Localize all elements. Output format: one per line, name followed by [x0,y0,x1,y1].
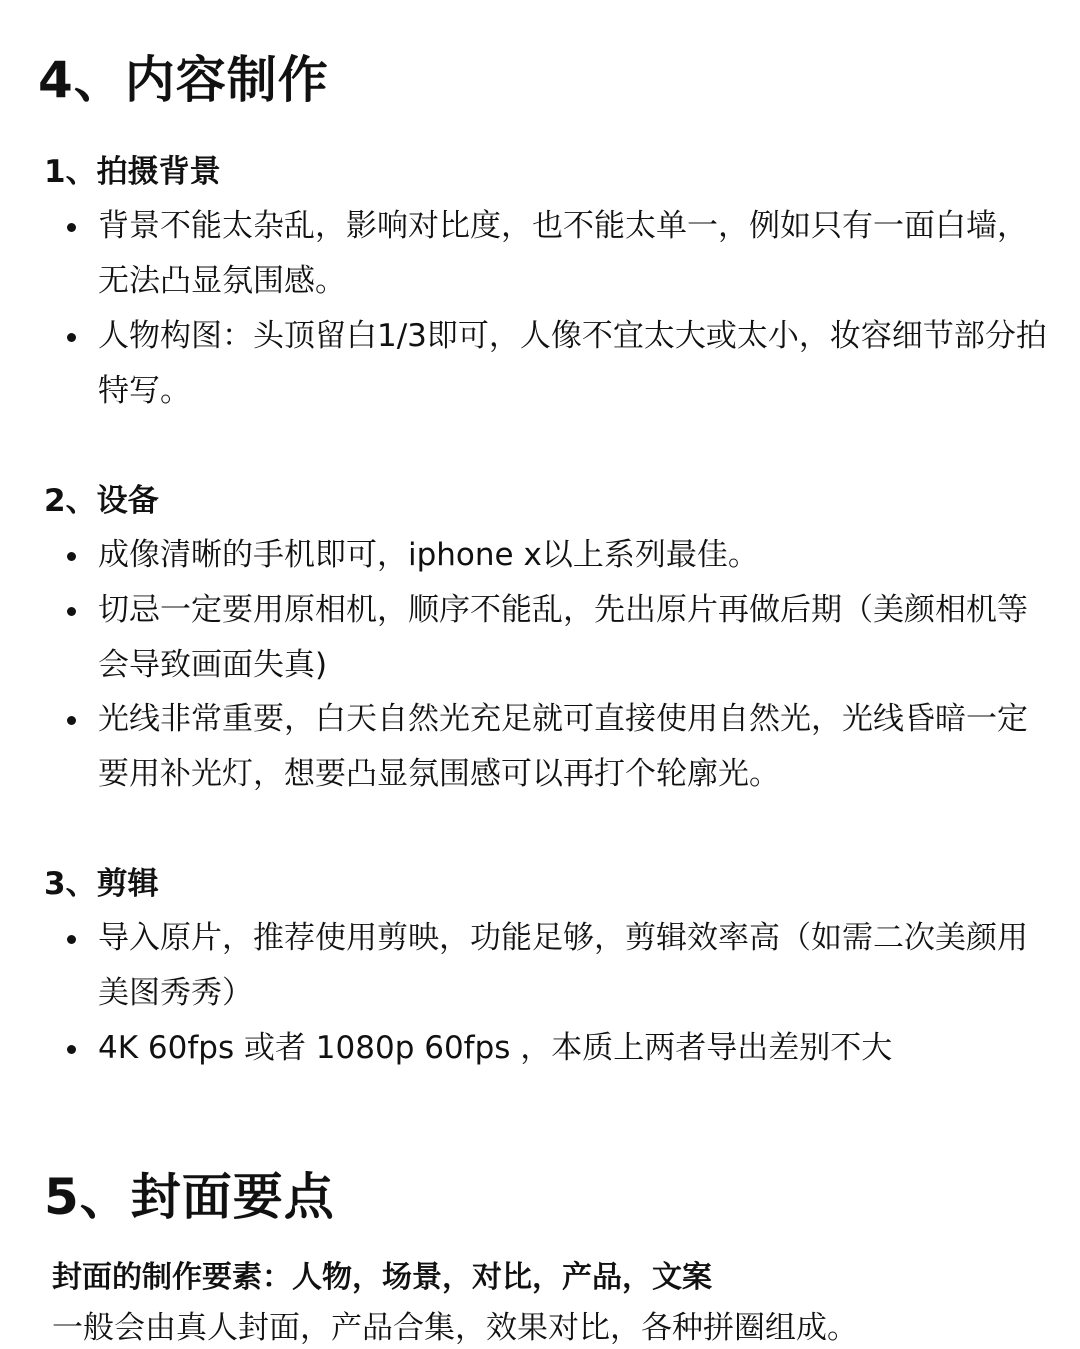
list-item [98,528,1048,583]
section-4-title: 4、内容制作 [38,51,329,109]
list-item-text: 光线非常重要，白天自然光充足就可直接使用自然光，光线昏暗一定要用补光灯，想要凸显氛围感可以再打个轮廓光。 [98,701,1028,792]
cover-elements-line: 封面的制作要素：人物，场景，对比，产品，文案 [52,1260,712,1295]
bullet-icon [67,223,76,232]
subsection-3-heading: 3、剪辑 [44,866,159,902]
list-item [98,309,1048,419]
bullet-icon [67,333,76,342]
list-item-text: 成像清晰的手机即可，iphone x以上系列最佳。 [98,537,759,573]
list-item [98,199,1048,309]
list-item-text: 导入原片，推荐使用剪映，功能足够，剪辑效率高（如需二次美颜用美图秀秀） [98,920,1028,1011]
list-item-text: 背景不能太杂乱，影响对比度，也不能太单一，例如只有一面白墙，无法凸显氛围感。 [98,208,1028,299]
subsection-1-heading: 1、拍摄背景 [44,154,221,190]
bullet-icon [67,607,76,616]
list-item-text: 4K 60fps 或者 1080p 60fps ，本质上两者导出差别不大 [98,1030,893,1066]
list-item-text: 切忌一定要用原相机，顺序不能乱，先出原片再做后期（美颜相机等会导致画面失真) [98,592,1028,683]
section-5-title: 5、封面要点 [44,1168,335,1226]
list-item [98,911,1048,1021]
list-item [98,583,1048,693]
list-item [98,1021,1048,1076]
list-item [98,692,1048,802]
bullet-icon [67,716,76,725]
bullet-icon [67,935,76,944]
cover-composition-line: 一般会由真人封面，产品合集，效果对比，各种拼圈组成。 [52,1310,858,1346]
bullet-icon [67,1045,76,1054]
list-item-text: 人物构图：头顶留白1/3即可，人像不宜太大或太小，妆容细节部分拍特写。 [98,318,1047,409]
subsection-2-heading: 2、设备 [44,483,159,519]
bullet-icon [67,552,76,561]
